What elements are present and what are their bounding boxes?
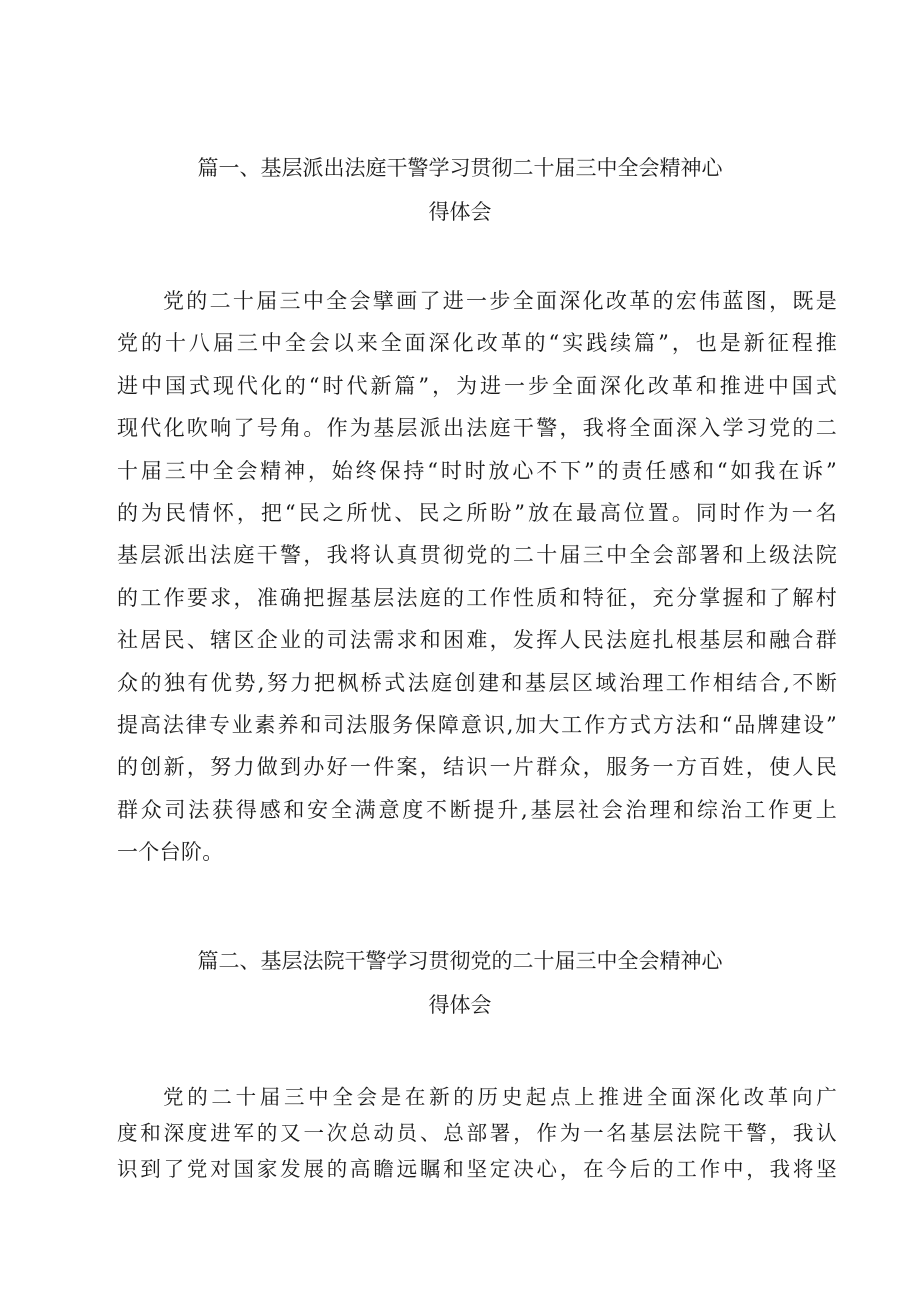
section1-body-line: 群众司法获得感和安全满意度不断提升,基层社会治理和综治工作更上 [117, 797, 837, 822]
section1-body [117, 280, 837, 873]
section2-body-line: 识到了党对国家发展的高瞻远瞩和坚定决心，在今后的工作中，我将坚 [117, 1157, 837, 1181]
section1-body-line: 现代化吹响了号角。作为基层派出法庭干警，我将全面深入学习党的二 [117, 416, 837, 441]
section2-body-line: 党的二十届三中全会是在新的历史起点上推进全面深化改革向广 [163, 1085, 837, 1109]
section1-body-line: 十届三中全会精神，始终保持“时时放心不下”的责任感和“如我在诉” [117, 458, 837, 483]
section1-body-line: 党的二十届三中全会擘画了进一步全面深化改革的宏伟蓝图，既是 [163, 289, 837, 313]
section1-title-line: 篇一、基层派出法庭干警学习贯彻二十届三中全会精神心 [197, 156, 723, 180]
section2-title-line: 得体会 [428, 993, 492, 1017]
section1-body-line: 的工作要求，准确把握基层法庭的工作性质和特征，充分掌握和了解村 [117, 585, 837, 610]
section1-body-line: 的为民情怀，把“民之所忧、民之所盼”放在最高位置。同时作为一名 [117, 500, 837, 525]
section1-body-line: 的创新，努力做到办好一件案，结识一片群众，服务一方百姓，使人民 [117, 755, 837, 780]
section1-body-line: 进中国式现代化的“时代新篇”，为进一步全面深化改革和推进中国式 [117, 373, 837, 398]
section2-title [100, 939, 820, 1027]
section1-title [100, 146, 820, 234]
section1-body-line: 基层派出法庭干警，我将认真贯彻党的二十届三中全会部署和上级法院 [117, 543, 837, 568]
section2-title-line: 篇二、基层法院干警学习贯彻党的二十届三中全会精神心 [197, 949, 723, 973]
section1-body-line: 党的十八届三中全会以来全面深化改革的“实践续篇”，也是新征程推 [117, 331, 837, 356]
section1-body-line: 社居民、辖区企业的司法需求和困难，发挥人民法庭扎根基层和融合群 [117, 628, 837, 653]
section2-body [117, 1079, 837, 1187]
section2-body-line: 度和深度进军的又一次总动员、总部署，作为一名基层法院干警，我认 [117, 1121, 837, 1145]
section1-body-line: 提高法律专业素养和司法服务保障意识,加大工作方式方法和“品牌建设” [117, 712, 837, 737]
section1-body-line: 众的独有优势,努力把枫桥式法庭创建和基层区域治理工作相结合,不断 [117, 670, 837, 695]
section1-title-line: 得体会 [428, 200, 492, 224]
section1-body-line: 一个台阶。 [117, 840, 224, 865]
